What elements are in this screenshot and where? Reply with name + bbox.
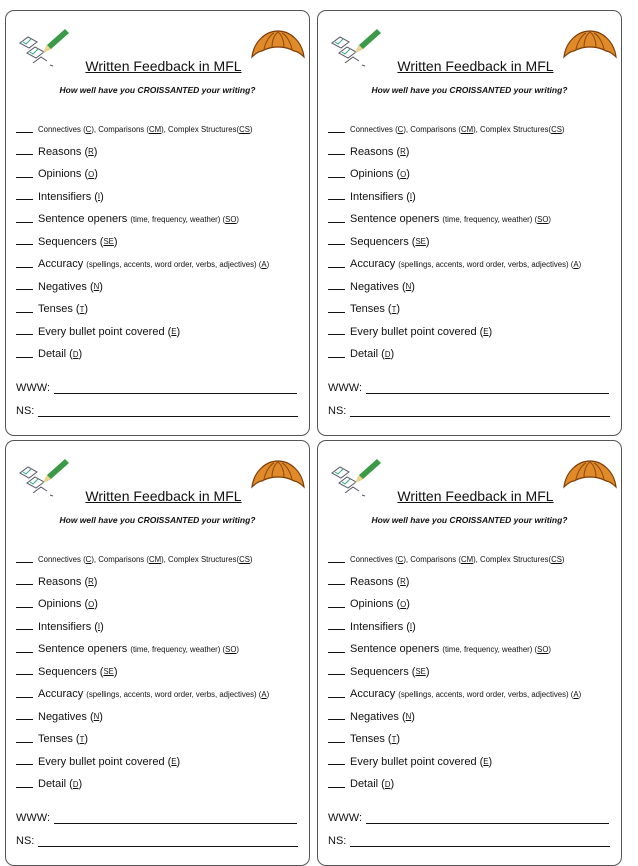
criteria-code: R [88, 147, 94, 157]
score-blank[interactable] [16, 687, 33, 698]
criteria-item [328, 118, 581, 141]
criteria-text: ) [406, 168, 410, 181]
score-blank[interactable] [328, 279, 345, 290]
criteria-code: CM [460, 124, 474, 134]
criteria-code: SO [537, 214, 549, 224]
criteria-item [16, 593, 269, 616]
criteria-text: Sentence openers [38, 213, 131, 226]
criteria-item [16, 186, 269, 209]
criteria-code: T [391, 734, 397, 744]
score-blank[interactable] [16, 664, 33, 675]
criteria-text: ) [548, 644, 551, 654]
ns-row [328, 835, 610, 847]
criteria-text: Sequencers ( [350, 665, 416, 678]
criteria-code: O [88, 169, 95, 179]
score-blank[interactable] [328, 597, 345, 608]
criteria-text: ), Comparisons ( [91, 554, 149, 564]
score-blank[interactable] [328, 122, 345, 133]
ns-label: NS: [328, 835, 347, 847]
feedback-card [5, 440, 310, 866]
criteria-code: CM [148, 124, 162, 134]
ns-input-line[interactable] [350, 406, 610, 417]
criteria-code: R [400, 147, 406, 157]
criteria-text: (time, frequency, weather) ( [442, 214, 538, 224]
criteria-code: E [483, 327, 489, 337]
criteria-text: ) [390, 348, 395, 361]
criteria-text: ) [412, 190, 416, 203]
criteria-text: ) [578, 259, 582, 269]
criteria-text: ) [405, 145, 410, 158]
score-blank[interactable] [16, 279, 33, 290]
criteria-text: Tenses ( [350, 733, 392, 746]
criteria-code: SE [415, 667, 426, 677]
criteria-text: Detail ( [38, 778, 73, 791]
criteria-code: T [79, 734, 85, 744]
criteria-text: ) [425, 235, 430, 248]
criteria-text: Opinions ( [38, 598, 89, 611]
score-blank[interactable] [328, 212, 345, 223]
ns-input-line[interactable] [38, 836, 298, 847]
criteria-code: CS [551, 554, 562, 564]
score-blank[interactable] [16, 324, 33, 335]
criteria-item [16, 276, 269, 299]
criteria-text: Sentence openers [38, 643, 131, 656]
criteria-text: ), Complex Structures( [473, 554, 552, 564]
criteria-item [328, 276, 581, 299]
criteria-text: ), Complex Structures( [161, 554, 240, 564]
criteria-text: (spellings, accents, word order, verbs, adjectives) ( [86, 259, 262, 269]
criteria-text: Opinions ( [350, 598, 401, 611]
score-blank[interactable] [328, 189, 345, 200]
criteria-text: ) [396, 733, 401, 746]
criteria-item [16, 683, 269, 706]
www-row [328, 382, 609, 394]
criteria-text: Every bullet point covered ( [38, 325, 172, 338]
criteria-text: Every bullet point covered ( [38, 755, 172, 768]
criteria-text: ) [78, 778, 83, 791]
criteria-text: Negatives ( [38, 710, 94, 723]
criteria-text: ), Complex Structures( [473, 124, 552, 134]
ns-row [16, 835, 298, 847]
criteria-list [328, 118, 581, 366]
criteria-item [16, 751, 269, 774]
score-blank[interactable] [16, 754, 33, 765]
criteria-text: ) [236, 214, 239, 224]
criteria-text: Detail ( [38, 348, 73, 361]
criteria-text: Sequencers ( [350, 235, 416, 248]
criteria-text: Opinions ( [38, 168, 89, 181]
score-blank[interactable] [328, 257, 345, 268]
criteria-code: A [261, 689, 267, 699]
criteria-code: T [79, 304, 85, 314]
criteria-code: C [397, 124, 404, 134]
criteria-item [328, 298, 581, 321]
criteria-item [328, 186, 581, 209]
score-blank[interactable] [328, 302, 345, 313]
criteria-item [16, 728, 269, 751]
score-blank[interactable] [328, 144, 345, 155]
criteria-text: ) [488, 755, 493, 768]
criteria-text: (spellings, accents, word order, verbs, adjectives) ( [398, 259, 574, 269]
score-blank[interactable] [16, 167, 33, 178]
score-blank[interactable] [16, 122, 33, 133]
criteria-text: Tenses ( [350, 303, 392, 316]
criteria-text: Sequencers ( [38, 235, 104, 248]
criteria-code: SO [537, 644, 549, 654]
criteria-text: ) [100, 190, 104, 203]
criteria-code: A [573, 259, 579, 269]
criteria-item [16, 706, 269, 729]
criteria-item [16, 773, 269, 796]
ns-input-line[interactable] [38, 406, 298, 417]
criteria-code: E [171, 327, 177, 337]
criteria-code: CM [460, 554, 474, 564]
score-blank[interactable] [16, 347, 33, 358]
criteria-item [16, 231, 269, 254]
criteria-code: SO [225, 214, 237, 224]
criteria-code: R [400, 577, 406, 587]
www-input-line[interactable] [54, 383, 297, 394]
criteria-code: N [93, 712, 100, 722]
card-title: Written Feedback in MFL [85, 58, 242, 74]
criteria-text: ) [176, 325, 181, 338]
feedback-card [317, 440, 622, 866]
criteria-text: ) [266, 259, 270, 269]
criteria-code: R [88, 577, 94, 587]
card-title: Written Feedback in MFL [85, 488, 242, 504]
www-row [16, 812, 297, 824]
criteria-text: ) [411, 710, 415, 723]
criteria-text: Connectives ( [38, 124, 86, 134]
criteria-text: ) [249, 554, 253, 564]
criteria-code: CM [148, 554, 162, 564]
score-blank[interactable] [328, 642, 345, 653]
www-input-line[interactable] [54, 813, 297, 824]
card-subtitle: How well have you CROISSANTED your writing? [59, 515, 256, 525]
criteria-text: Intensifiers ( [38, 620, 98, 633]
criteria-text: Accuracy [38, 258, 87, 271]
criteria-text: ) [548, 214, 551, 224]
criteria-text: (time, frequency, weather) ( [130, 644, 226, 654]
criteria-item [328, 638, 581, 661]
criteria-item [16, 208, 269, 231]
criteria-code: T [391, 304, 397, 314]
score-blank[interactable] [328, 777, 345, 788]
criteria-text: Negatives ( [350, 280, 406, 293]
www-label: WWW: [328, 812, 363, 824]
criteria-text: Sentence openers [350, 213, 443, 226]
criteria-code: N [93, 282, 100, 292]
criteria-text: ) [94, 598, 98, 611]
criteria-code: O [88, 599, 95, 609]
criteria-text: Accuracy [350, 688, 399, 701]
score-blank[interactable] [328, 167, 345, 178]
criteria-code: D [384, 349, 391, 359]
criteria-code: SE [103, 667, 114, 677]
criteria-text: (spellings, accents, word order, verbs, adjectives) ( [398, 689, 574, 699]
feedback-card [317, 10, 622, 436]
criteria-text: Intensifiers ( [350, 620, 410, 633]
www-label: WWW: [16, 812, 51, 824]
ns-row [16, 405, 298, 417]
score-blank[interactable] [16, 189, 33, 200]
criteria-text: ) [266, 689, 270, 699]
criteria-code: C [85, 124, 92, 134]
criteria-text: Reasons ( [38, 145, 89, 158]
criteria-code: E [483, 757, 489, 767]
criteria-text: ), Comparisons ( [403, 124, 461, 134]
criteria-code: I [409, 622, 413, 632]
score-blank[interactable] [16, 709, 33, 720]
criteria-text: ) [411, 280, 415, 293]
criteria-text: Connectives ( [350, 554, 398, 564]
criteria-text: ) [488, 325, 493, 338]
criteria-code: O [400, 599, 407, 609]
criteria-code: O [400, 169, 407, 179]
score-blank[interactable] [16, 212, 33, 223]
criteria-item [328, 593, 581, 616]
score-blank[interactable] [328, 687, 345, 698]
criteria-item [16, 343, 269, 366]
criteria-text: ) [100, 620, 104, 633]
card-subtitle: How well have you CROISSANTED your writing? [371, 85, 568, 95]
score-blank[interactable] [328, 234, 345, 245]
score-blank[interactable] [328, 619, 345, 630]
criteria-list [16, 548, 269, 796]
criteria-item [16, 163, 269, 186]
criteria-text: ) [113, 235, 118, 248]
score-blank[interactable] [16, 777, 33, 788]
criteria-text: ) [578, 689, 582, 699]
criteria-item [16, 298, 269, 321]
criteria-item [16, 571, 269, 594]
criteria-code: SE [103, 237, 114, 247]
criteria-text: ) [99, 280, 103, 293]
criteria-code: SE [415, 237, 426, 247]
card-title: Written Feedback in MFL [397, 488, 554, 504]
criteria-text: Accuracy [350, 258, 399, 271]
criteria-text: ) [425, 665, 430, 678]
score-blank[interactable] [16, 597, 33, 608]
criteria-list [328, 548, 581, 796]
criteria-text: ) [176, 755, 181, 768]
criteria-text: (spellings, accents, word order, verbs, adjectives) ( [86, 689, 262, 699]
criteria-list [16, 118, 269, 366]
criteria-item [328, 683, 581, 706]
criteria-code: N [405, 282, 412, 292]
criteria-code: N [405, 712, 412, 722]
criteria-code: A [261, 259, 267, 269]
criteria-item [328, 141, 581, 164]
criteria-text: Accuracy [38, 688, 87, 701]
card-subtitle: How well have you CROISSANTED your writing? [371, 515, 568, 525]
criteria-text: ) [93, 575, 98, 588]
criteria-text: Every bullet point covered ( [350, 755, 484, 768]
card-subtitle: How well have you CROISSANTED your writing? [59, 85, 256, 95]
criteria-item [328, 728, 581, 751]
criteria-text: ) [396, 303, 401, 316]
criteria-text: Detail ( [350, 348, 385, 361]
criteria-text: ) [113, 665, 118, 678]
criteria-text: ) [561, 554, 565, 564]
criteria-text: Negatives ( [38, 280, 94, 293]
criteria-text: ) [236, 644, 239, 654]
criteria-text: Tenses ( [38, 303, 80, 316]
ns-label: NS: [328, 405, 347, 417]
criteria-text: (time, frequency, weather) ( [130, 214, 226, 224]
score-blank[interactable] [16, 257, 33, 268]
criteria-item [16, 638, 269, 661]
criteria-text: ), Comparisons ( [403, 554, 461, 564]
criteria-item [328, 343, 581, 366]
criteria-text: Opinions ( [350, 168, 401, 181]
criteria-item [16, 141, 269, 164]
score-blank[interactable] [328, 574, 345, 585]
score-blank[interactable] [328, 754, 345, 765]
feedback-card [5, 10, 310, 436]
criteria-item [16, 616, 269, 639]
score-blank[interactable] [16, 302, 33, 313]
criteria-item [16, 548, 269, 571]
criteria-item [328, 163, 581, 186]
score-blank[interactable] [328, 664, 345, 675]
criteria-text: ) [390, 778, 395, 791]
criteria-item [16, 118, 269, 141]
criteria-text: ), Comparisons ( [91, 124, 149, 134]
ns-label: NS: [16, 405, 35, 417]
criteria-item [328, 253, 581, 276]
criteria-text: ) [412, 620, 416, 633]
criteria-text: Negatives ( [350, 710, 406, 723]
criteria-item [16, 321, 269, 344]
criteria-text: ) [249, 124, 253, 134]
criteria-item [328, 661, 581, 684]
criteria-item [328, 208, 581, 231]
criteria-text: Connectives ( [38, 554, 86, 564]
criteria-text: ) [84, 733, 89, 746]
criteria-code: C [397, 554, 404, 564]
ns-input-line[interactable] [350, 836, 610, 847]
criteria-text: Reasons ( [38, 575, 89, 588]
score-blank[interactable] [328, 732, 345, 743]
card-title: Written Feedback in MFL [397, 58, 554, 74]
criteria-text: ) [84, 303, 89, 316]
score-blank[interactable] [16, 144, 33, 155]
criteria-text: ) [561, 124, 565, 134]
criteria-text: ) [78, 348, 83, 361]
criteria-text: ) [405, 575, 410, 588]
criteria-code: D [72, 779, 79, 789]
criteria-item [328, 706, 581, 729]
score-blank[interactable] [16, 732, 33, 743]
criteria-code: C [85, 554, 92, 564]
score-blank[interactable] [16, 574, 33, 585]
criteria-text: Every bullet point covered ( [350, 325, 484, 338]
www-input-line[interactable] [366, 813, 609, 824]
criteria-item [328, 751, 581, 774]
criteria-code: I [409, 192, 413, 202]
criteria-text: Sentence openers [350, 643, 443, 656]
score-blank[interactable] [16, 619, 33, 630]
criteria-code: CS [239, 124, 250, 134]
criteria-code: SO [225, 644, 237, 654]
criteria-code: D [384, 779, 391, 789]
criteria-item [16, 253, 269, 276]
score-blank[interactable] [328, 347, 345, 358]
criteria-text: ) [93, 145, 98, 158]
criteria-text: Intensifiers ( [350, 190, 410, 203]
criteria-item [16, 661, 269, 684]
www-row [328, 812, 609, 824]
criteria-code: A [573, 689, 579, 699]
score-blank[interactable] [16, 642, 33, 653]
criteria-item [328, 616, 581, 639]
score-blank[interactable] [16, 234, 33, 245]
criteria-text: (time, frequency, weather) ( [442, 644, 538, 654]
score-blank[interactable] [16, 552, 33, 563]
criteria-code: CS [239, 554, 250, 564]
www-input-line[interactable] [366, 383, 609, 394]
www-label: WWW: [328, 382, 363, 394]
www-label: WWW: [16, 382, 51, 394]
criteria-text: ) [94, 168, 98, 181]
criteria-item [328, 773, 581, 796]
criteria-text: Reasons ( [350, 145, 401, 158]
www-row [16, 382, 297, 394]
criteria-text: Detail ( [350, 778, 385, 791]
criteria-item [328, 231, 581, 254]
criteria-text: ) [99, 710, 103, 723]
criteria-item [328, 548, 581, 571]
criteria-code: CS [551, 124, 562, 134]
criteria-text: ) [406, 598, 410, 611]
criteria-text: Connectives ( [350, 124, 398, 134]
ns-row [328, 405, 610, 417]
criteria-text: Tenses ( [38, 733, 80, 746]
criteria-code: I [97, 192, 101, 202]
score-blank[interactable] [328, 324, 345, 335]
score-blank[interactable] [328, 709, 345, 720]
criteria-code: I [97, 622, 101, 632]
criteria-item [328, 321, 581, 344]
criteria-item [328, 571, 581, 594]
ns-label: NS: [16, 835, 35, 847]
criteria-code: E [171, 757, 177, 767]
criteria-text: Sequencers ( [38, 665, 104, 678]
score-blank[interactable] [328, 552, 345, 563]
criteria-code: D [72, 349, 79, 359]
criteria-text: ), Complex Structures( [161, 124, 240, 134]
criteria-text: Intensifiers ( [38, 190, 98, 203]
criteria-text: Reasons ( [350, 575, 401, 588]
